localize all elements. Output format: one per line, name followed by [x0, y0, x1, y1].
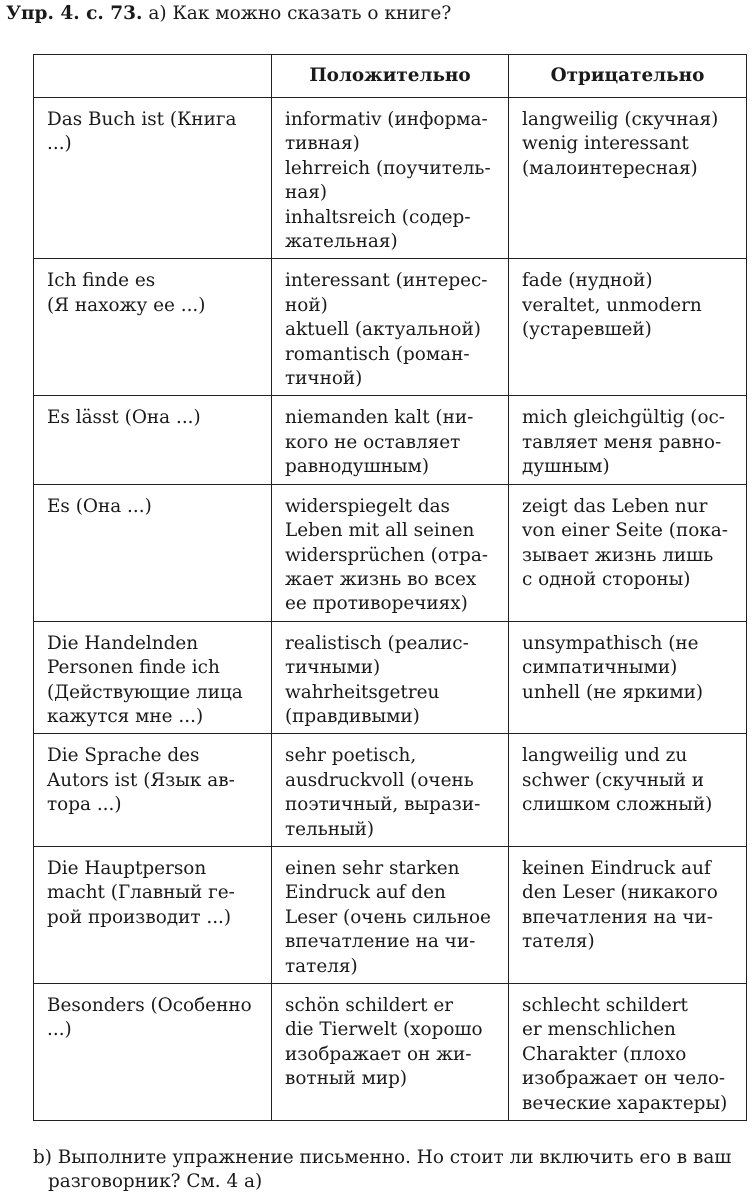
cell-text-line: zeigt das Leben nur — [522, 495, 708, 517]
cell-text-line: schlecht schildert — [522, 995, 688, 1016]
cell-text-line: wenig interessant — [522, 133, 689, 155]
positive-cell — [272, 259, 509, 396]
positive-cell — [272, 396, 509, 484]
cell-text-line: с одной стороны) — [522, 568, 691, 590]
cell-text-line: (правдивыми) — [285, 705, 420, 727]
cell-text-line: schön schildert er — [285, 995, 454, 1016]
cell-text-line: Eindruck auf den — [285, 882, 446, 904]
positive-cell — [272, 846, 509, 983]
cell-text-line: душным) — [522, 456, 610, 478]
cell-text-line: Leser (очень сильное — [285, 906, 491, 928]
positive-cell — [272, 98, 509, 259]
table-row — [34, 984, 747, 1121]
negative-cell — [509, 396, 747, 484]
cell-text-line: Es lässt (Она ...) — [47, 407, 201, 429]
cell-text-line: widerspiegelt das — [285, 495, 450, 517]
positive-cell — [272, 734, 509, 847]
table-row — [34, 621, 747, 734]
cell-text-line: Es (Она ...) — [47, 495, 152, 517]
cell-text-line: впечатление на чи- — [285, 931, 476, 953]
cell-text-line: поэтичный, вырази- — [285, 794, 481, 816]
negative-cell — [509, 734, 747, 847]
header-cell-positive: Положительно — [272, 55, 509, 98]
header-cell-phrase — [34, 55, 272, 98]
cell-text-line: Die Hauptperson — [47, 857, 207, 879]
cell-text-line: ее противоречиях) — [285, 593, 468, 615]
cell-text-line: тателя) — [285, 955, 358, 977]
negative-cell — [509, 846, 747, 983]
cell-text-line: langweilig (скучная) — [522, 109, 719, 130]
cell-text-line: тателя) — [522, 931, 595, 953]
cell-text-line: schwer (скучный и — [522, 769, 705, 791]
table-row — [34, 259, 747, 396]
cell-text-line: unsympathisch (не — [522, 632, 699, 654]
cell-text-line: Autors ist (Язык ав- — [47, 769, 235, 791]
table-row — [34, 98, 747, 259]
table-body — [34, 98, 747, 1121]
cell-text-line: Das Buch ist (Книга — [47, 109, 237, 130]
cell-text-line: тивная) — [285, 133, 360, 155]
cell-text-line: keinen Eindruck auf — [522, 857, 711, 879]
task-b-line-1: b) Выполните упражнение письменно. Но стоит ли включить его в ваш — [33, 1147, 732, 1168]
phrase-cell — [34, 621, 272, 734]
cell-text-line: realistisch (реалис- — [285, 632, 469, 654]
cell-text-line: тора ...) — [47, 794, 122, 816]
cell-text-line: widersprüchen (отра- — [285, 544, 489, 566]
cell-text-line: Die Handelnden — [47, 632, 199, 654]
positive-cell — [272, 621, 509, 734]
cell-text-line: inhaltsreich (содер- — [285, 206, 471, 228]
cell-text-line: ная) — [285, 182, 327, 204]
cell-text-line: рой производит ...) — [47, 906, 232, 928]
cell-text-line: aktuell (актуальной) — [285, 319, 481, 341]
table-row — [34, 396, 747, 484]
cell-text-line: тичной) — [285, 368, 363, 390]
cell-text-line: informativ (информа- — [285, 109, 488, 130]
cell-text-line: Die Sprache des — [47, 745, 200, 767]
cell-text-line: wahrheitsgetreu — [285, 681, 440, 703]
positive-cell — [272, 484, 509, 621]
cell-text-line: ной) — [285, 294, 328, 316]
cell-text-line: жает жизнь во всех — [285, 568, 477, 590]
cell-text-line: (устаревшей) — [522, 319, 652, 341]
cell-text-line: den Leser (никакого — [522, 882, 718, 904]
cell-text-line: изображает он жи- — [285, 1043, 472, 1065]
cell-text-line: вотный мир) — [285, 1068, 408, 1090]
cell-text-line: unhell (не яркими) — [522, 681, 704, 703]
phrase-cell — [34, 484, 272, 621]
cell-text-line: кого не оставляет — [285, 431, 461, 453]
cell-text-line: тичными) — [285, 657, 381, 679]
phrase-cell — [34, 259, 272, 396]
negative-cell — [509, 98, 747, 259]
cell-text-line: romantisch (роман- — [285, 343, 470, 365]
cell-text-line: von einer Seite (пока- — [522, 520, 728, 542]
cell-text-line: lehrreich (поучитель- — [285, 157, 491, 179]
phrase-cell — [34, 846, 272, 983]
cell-text-line: кажутся мне ...) — [47, 705, 204, 727]
table-row — [34, 846, 747, 983]
phrase-cell — [34, 396, 272, 484]
cell-text-line: ausdruckvoll (очень — [285, 769, 474, 791]
cell-text-line: Leben mit all seinen — [285, 520, 475, 542]
cell-text-line: er menschlichen — [522, 1019, 676, 1041]
task-b-line-2: разговорник? См. 4 а) — [48, 1171, 263, 1193]
cell-text-line: (Действующие лица — [47, 681, 243, 703]
exercise-title — [6, 2, 751, 26]
phrase-table — [33, 54, 747, 1121]
cell-text-line: впечатления на чи- — [522, 906, 714, 928]
cell-text-line: (Я нахожу ее ...) — [47, 294, 206, 316]
cell-text-line: einen sehr starken — [285, 857, 460, 879]
negative-cell — [509, 984, 747, 1121]
cell-text-line: тельный) — [285, 818, 375, 840]
phrase-cell — [34, 984, 272, 1121]
cell-text-line: равнодушным) — [285, 456, 430, 478]
table-row — [34, 484, 747, 621]
cell-text-line: niemanden kalt (ни- — [285, 407, 474, 429]
cell-text-line: die Tierwelt (хорошо — [285, 1019, 483, 1041]
cell-text-line: Ich finde es — [47, 270, 156, 292]
cell-text-line: langweilig und zu — [522, 745, 688, 767]
positive-cell — [272, 984, 509, 1121]
cell-text-line: Charakter (плохо — [522, 1043, 687, 1065]
cell-text-line: жательная) — [285, 231, 398, 253]
cell-text-line: симпатичными) — [522, 657, 678, 679]
cell-text-line: Besonders (Особенно — [47, 995, 252, 1016]
header-cell-negative: Отрицательно — [509, 55, 747, 98]
cell-text-line: macht (Главный ге- — [47, 882, 235, 904]
cell-text-line: веческие характеры) — [522, 1092, 728, 1114]
cell-text-line: тавляет меня равно- — [522, 431, 722, 453]
exercise-reference: Упр. 4. с. 73. — [6, 3, 143, 24]
cell-text-line: (малоинтересная) — [522, 157, 698, 179]
exercise-question: а) Как можно сказать о книге? — [148, 3, 452, 24]
negative-cell — [509, 259, 747, 396]
cell-text-line: sehr poetisch, — [285, 745, 417, 767]
cell-text-line: изображает он чело- — [522, 1068, 726, 1090]
cell-text-line: слишком сложный) — [522, 794, 713, 816]
task-b-text — [33, 1146, 753, 1195]
phrase-cell — [34, 734, 272, 847]
negative-cell — [509, 484, 747, 621]
negative-cell — [509, 621, 747, 734]
phrase-cell — [34, 98, 272, 259]
cell-text-line: fade (нудной) — [522, 270, 653, 292]
cell-text-line: зывает жизнь лишь — [522, 544, 714, 566]
table-header-row — [34, 55, 747, 98]
cell-text-line: ...) — [47, 133, 72, 155]
cell-text-line: mich gleichgültig (ос- — [522, 407, 726, 429]
cell-text-line: interessant (интерес- — [285, 270, 488, 292]
cell-text-line: ...) — [47, 1019, 72, 1041]
table-row — [34, 734, 747, 847]
cell-text-line: veraltet, unmodern — [522, 294, 702, 316]
cell-text-line: Personen finde ich — [47, 657, 220, 679]
